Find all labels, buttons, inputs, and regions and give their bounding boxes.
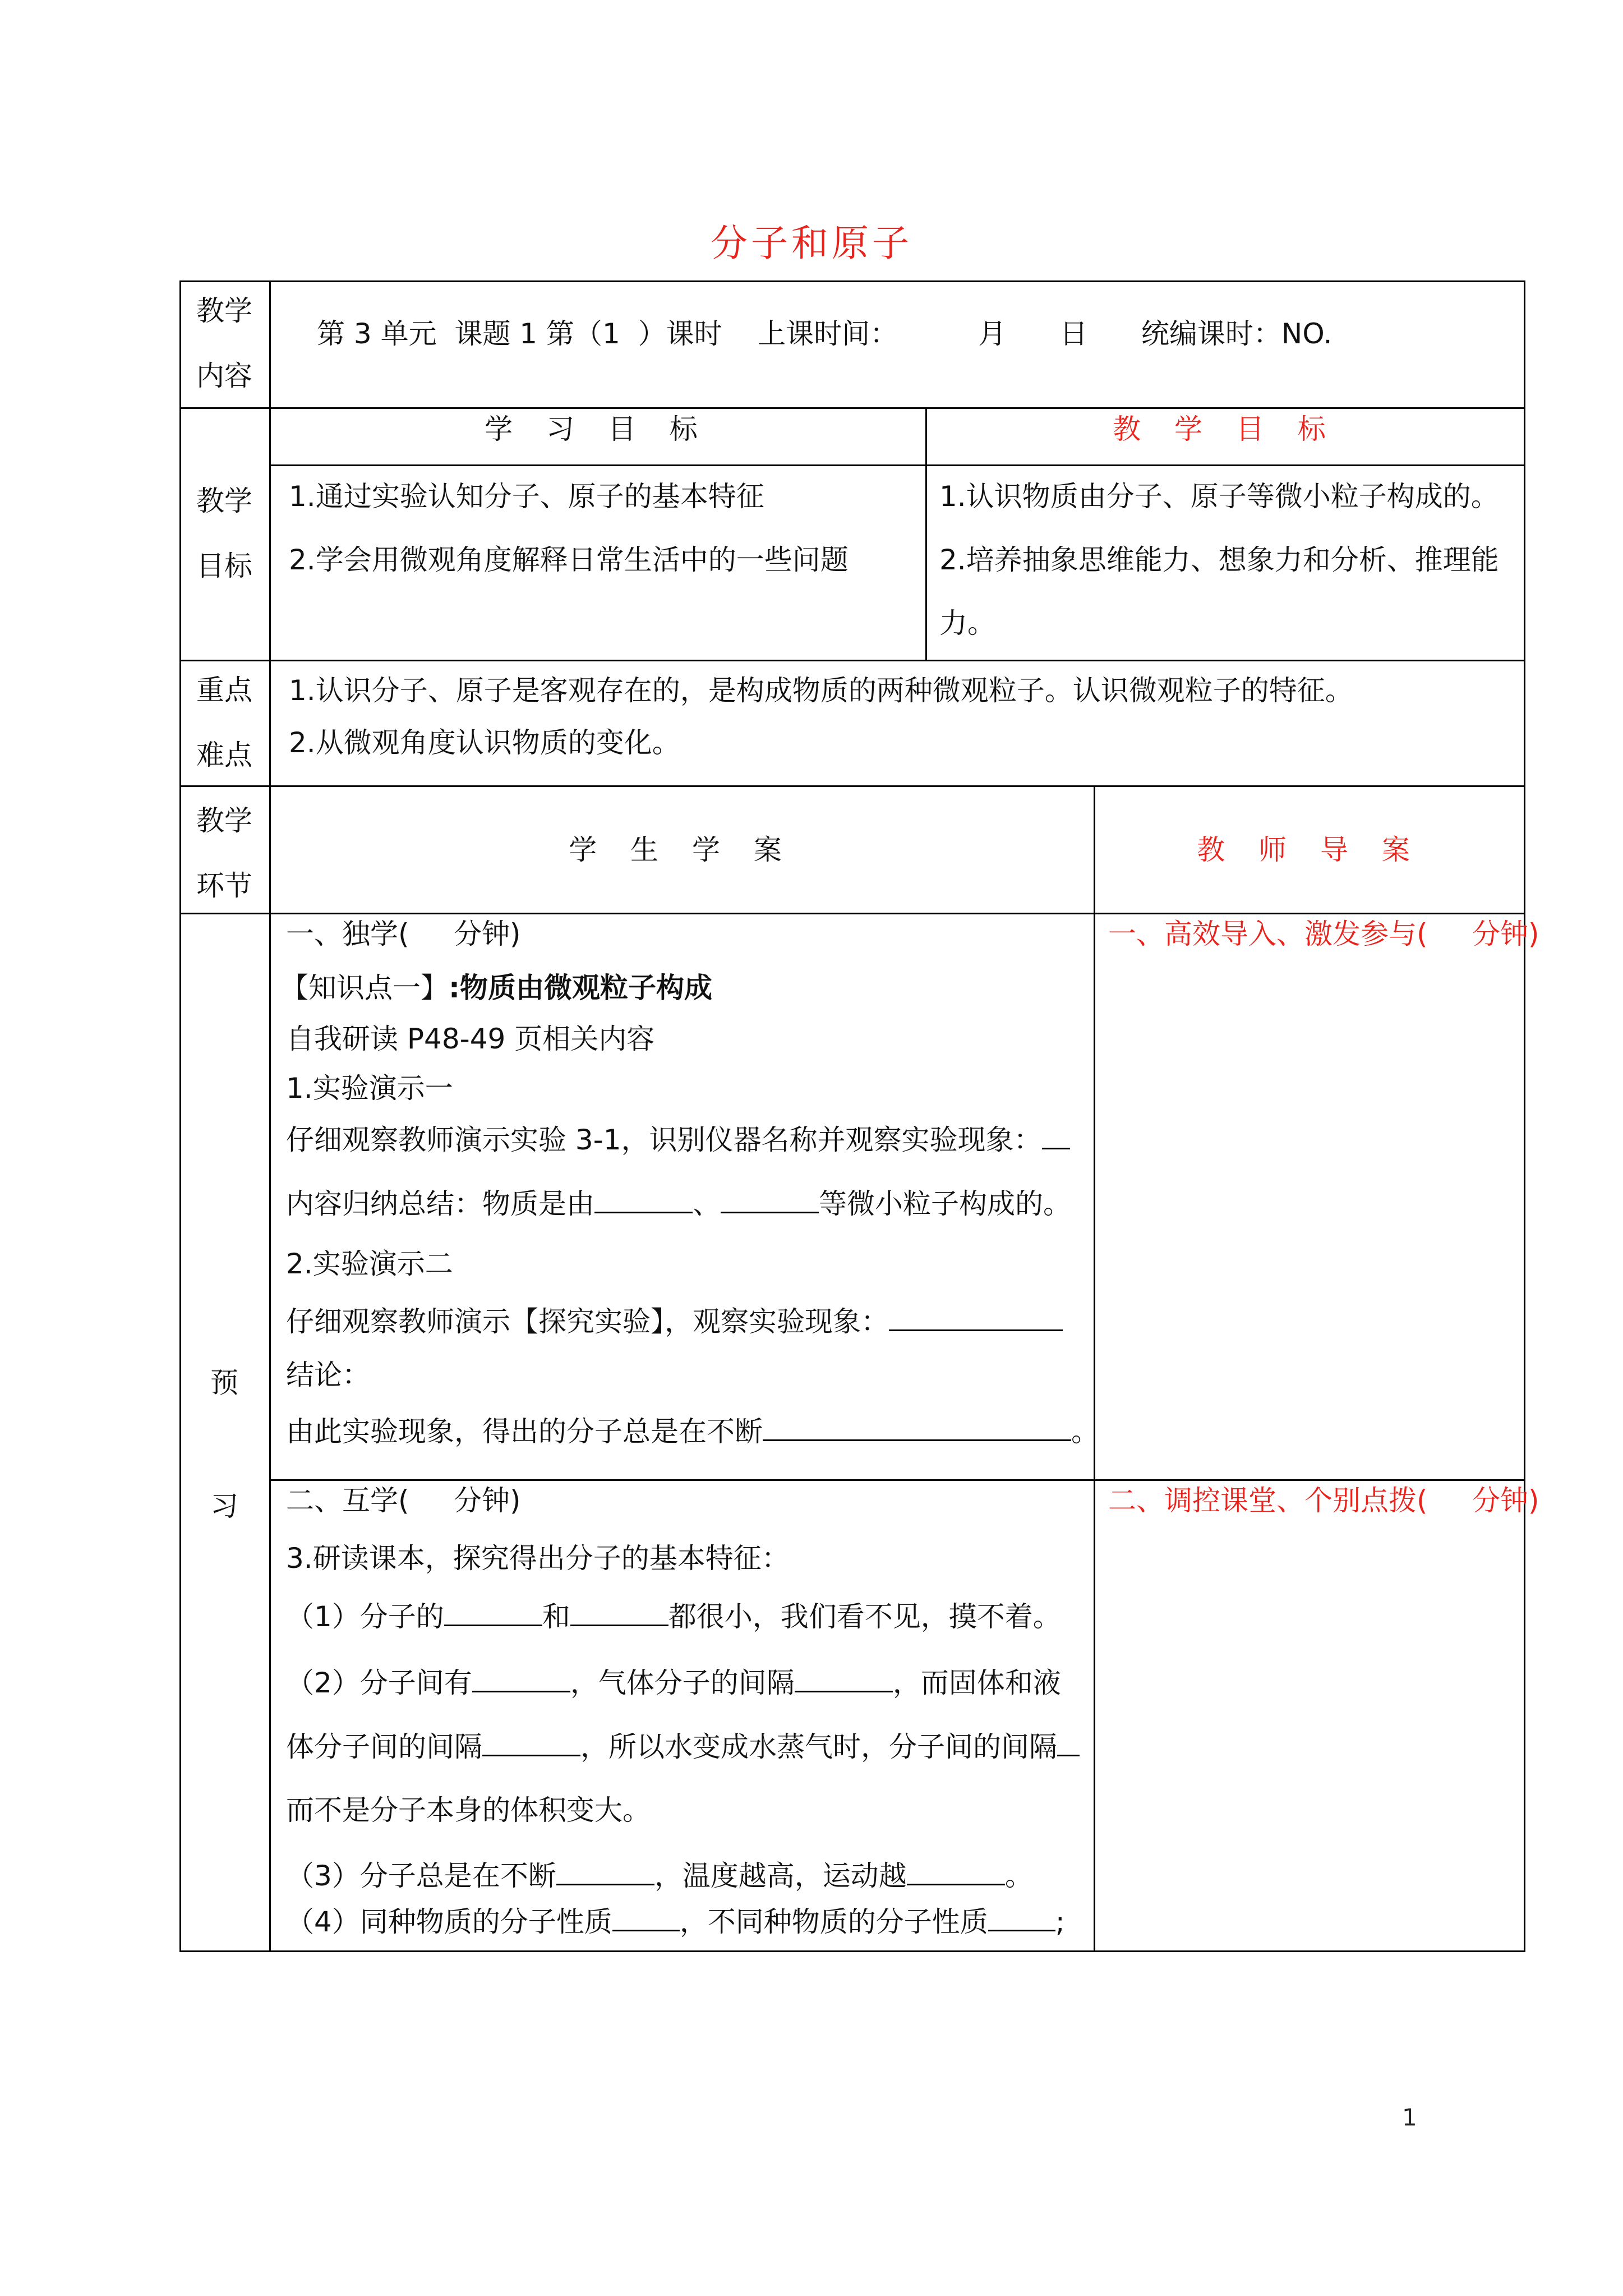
teacher-note: 一、高效导入、激发参与( 分钟): [1108, 918, 1539, 950]
lesson-info: 第 3 单元 课题 1 第（1 ）课时 上课时间： 月 日 统编课时：NO.: [317, 318, 1332, 350]
page-title: 分子和原子: [711, 222, 912, 265]
table-rule: [179, 407, 1525, 409]
teacher-goal: 力。: [939, 607, 995, 639]
study-instruction: 3.研读课本，探究得出分子的基本特征：: [286, 1542, 790, 1575]
feature-item: 体分子间的间隔 ，所以水变成水蒸气时，分子间的间隔: [286, 1732, 1080, 1761]
label-content: 教学 内容: [196, 295, 252, 392]
keypoint: 1.认识分子、原子是客观存在的，是构成物质的两种微观粒子。认识微观粒子的特征。: [289, 674, 1353, 707]
result-line: 由此实验现象，得出的分子总是在不断 。: [286, 1415, 1099, 1448]
demo-instruction: 仔细观察教师演示实验 3-1，识别仪器名称并观察实验现象：: [286, 1125, 1070, 1154]
answer-blank[interactable]: [612, 1907, 680, 1931]
label-goals: 教学 目标: [196, 485, 252, 582]
teacher-plan-header: 教 师 导 案: [1197, 834, 1422, 866]
conclusion-label: 结论：: [286, 1359, 370, 1391]
answer-blank[interactable]: [795, 1668, 893, 1692]
table-rule: [269, 1479, 1525, 1481]
demo-title: 1.实验演示一: [286, 1072, 453, 1105]
answer-blank[interactable]: [472, 1668, 570, 1692]
answer-blank[interactable]: [556, 1861, 654, 1885]
answer-blank[interactable]: [1057, 1732, 1080, 1756]
answer-blank[interactable]: [594, 1189, 693, 1213]
feature-item: （3）分子总是在不断 ，温度越高，运动越 。: [286, 1860, 1033, 1892]
table-border-right: [1524, 280, 1525, 1952]
demo-title: 2.实验演示二: [286, 1248, 453, 1280]
page-number: 1: [1402, 2104, 1417, 2131]
answer-blank[interactable]: [763, 1417, 1071, 1441]
section-heading: 一、独学( 分钟): [286, 918, 521, 950]
student-goal: 1.通过实验认知分子、原子的基本特征: [289, 480, 764, 513]
teacher-note: 二、调控课堂、个别点拨( 分钟): [1108, 1484, 1539, 1517]
teacher-goal: 2.培养抽象思维能力、想象力和分析、推理能: [939, 544, 1499, 576]
student-plan-header: 学 生 学 案: [569, 834, 794, 866]
label-preview: 预: [210, 1366, 238, 1399]
table-border-bottom: [179, 1950, 1525, 1952]
keypoint: 2.从微观角度认识物质的变化。: [289, 726, 680, 759]
table-rule: [925, 407, 927, 660]
reading-instruction: 自我研读 P48-49 页相关内容: [286, 1023, 655, 1055]
answer-blank[interactable]: [988, 1907, 1055, 1931]
summary-line: 内容归纳总结：物质是由 、 等微小粒子构成的。: [286, 1188, 1071, 1220]
table-rule: [179, 913, 1525, 914]
answer-blank[interactable]: [907, 1861, 1005, 1885]
label-keypoints: 重点 难点: [196, 674, 252, 771]
table-rule: [179, 660, 1525, 661]
teacher-goals-header: 教 学 目 标: [1113, 413, 1338, 445]
knowledge-point: 【知识点一】:物质由微观粒子构成: [280, 972, 712, 1004]
table-rule: [1094, 785, 1095, 1952]
answer-blank[interactable]: [1042, 1125, 1070, 1149]
feature-item: 而不是分子本身的体积变大。: [286, 1794, 651, 1826]
section-heading: 二、互学( 分钟): [286, 1484, 521, 1517]
label-preview: 习: [210, 1490, 238, 1522]
student-goal: 2.学会用微观角度解释日常生活中的一些问题: [289, 544, 849, 576]
label-phase: 教学 环节: [196, 804, 252, 902]
table-border-top: [179, 280, 1525, 282]
demo-instruction: 仔细观察教师演示【探究实验】，观察实验现象：: [286, 1307, 1063, 1336]
answer-blank[interactable]: [482, 1732, 580, 1756]
answer-blank[interactable]: [889, 1307, 1063, 1331]
teacher-goal: 1.认识物质由分子、原子等微小粒子构成的。: [939, 480, 1499, 513]
table-rule: [269, 464, 1525, 466]
answer-blank[interactable]: [570, 1602, 668, 1626]
answer-blank[interactable]: [444, 1602, 542, 1626]
table-rule: [179, 785, 1525, 787]
feature-item: （1）分子的 和 都很小，我们看不见，摸不着。: [286, 1600, 1061, 1633]
student-goals-header: 学 习 目 标: [485, 413, 710, 445]
lesson-plan-table: [179, 280, 1539, 1952]
feature-item: （4）同种物质的分子性质 ，不同种物质的分子性质 ;: [286, 1906, 1065, 1938]
table-rule: [269, 280, 271, 1952]
answer-blank[interactable]: [721, 1189, 819, 1213]
feature-item: （2）分子间有 ，气体分子的间隔 ，而固体和液: [286, 1667, 1061, 1699]
